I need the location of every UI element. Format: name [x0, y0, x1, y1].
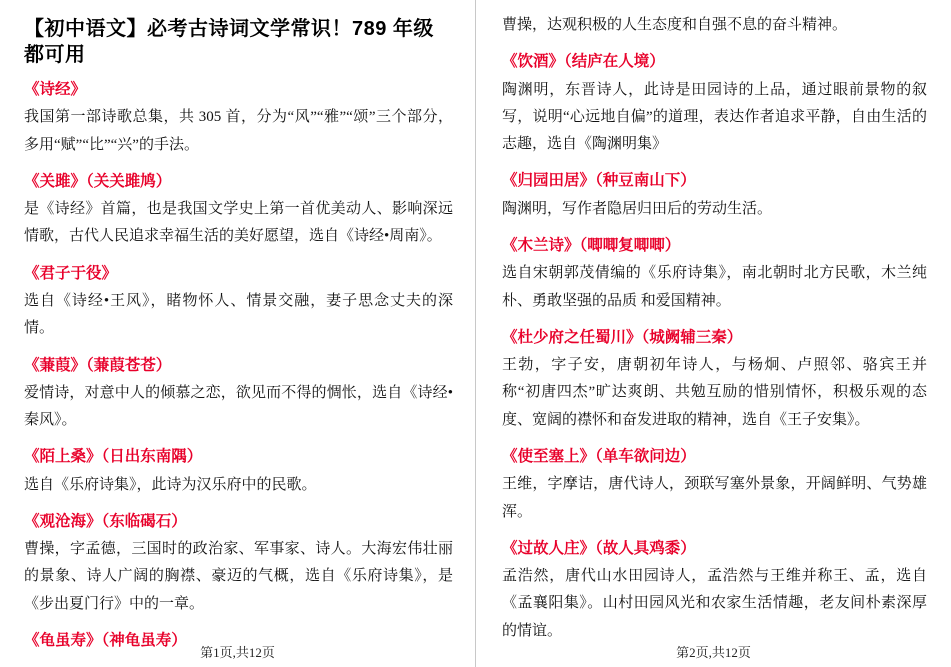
- entry-body: 选自宋朝郭茂倩编的《乐府诗集》，南北朝时北方民歌，木兰纯朴、勇敢坚强的品质 和爱国精神。: [502, 265, 927, 309]
- page-2-content: [502, 12, 927, 642]
- entry-body: 曹操，达观积极的人生态度和自强不息的奋斗精神。: [502, 17, 848, 33]
- entry: [502, 50, 927, 158]
- entry-heading: 《过故人庄》（故人具鸡黍）: [502, 539, 696, 557]
- entry: [24, 170, 453, 251]
- entry-body: 王勃，字子安，唐朝初年诗人，与杨炯、卢照邻、骆宾王并称“初唐四杰”旷达爽朗、共勉互励的惜别情怀，积极乐观的态度、宽阔的襟怀和奋发进取的精神，选自《王子安集》。: [502, 357, 927, 428]
- entry-heading: 《归园田居》（种豆南山下）: [502, 172, 696, 190]
- entry: [24, 510, 453, 618]
- document-page-2: [476, 0, 951, 667]
- entry: [502, 169, 927, 223]
- entry-heading: 《使至塞上》（单车欲问边）: [502, 447, 696, 465]
- entry-body: 陶渊明，东晋诗人，此诗是田园诗的上品，通过眼前景物的叙写，说明“心远地自偏”的道理，表达作者追求平静，自由生活的志趣，选自《陶渊明集》: [502, 81, 927, 153]
- entry-body: 是《诗经》首篇，也是我国文学史上第一首优美动人、影响深远情歌，古代人民追求幸福生活的美好愿望，选自《诗经•周南》。: [24, 201, 453, 245]
- entry-body: 爱情诗，对意中人的倾慕之恋，欲见而不得的惆怅，选自《诗经•秦风》。: [24, 384, 453, 429]
- entry-heading: 《杜少府之任蜀川》（城阙辅三秦）: [502, 328, 743, 346]
- entry: [24, 354, 453, 435]
- entry-heading: 《蒹葭》（蒹葭苍苍）: [24, 356, 172, 374]
- page-footer: 第2页,共12页: [676, 645, 751, 660]
- entry: [24, 262, 453, 343]
- entry-heading: 《君子于役》: [24, 264, 118, 282]
- entry-heading: 《龟虽寿》（神龟虽寿）: [24, 632, 187, 650]
- page-footer: 第1页,共12页: [200, 645, 275, 660]
- page-1-content: [24, 16, 453, 650]
- entry: [24, 78, 453, 159]
- entry: [502, 537, 927, 645]
- entry-body: 王维，字摩诘，唐代诗人，颈联写塞外景象，开阔鲜明、气势雄浑。: [502, 476, 927, 520]
- entry-body: 选自《乐府诗集》，此诗为汉乐府中的民歌。: [24, 476, 317, 493]
- entry-heading: 《陌上桑》（日出东南隅）: [24, 448, 203, 466]
- entry-heading: 《木兰诗》（唧唧复唧唧）: [502, 236, 681, 254]
- entry: [502, 234, 927, 315]
- entry-body: 陶渊明，写作者隐居归田后的劳动生活。: [502, 200, 773, 217]
- entry: [24, 445, 453, 499]
- entry-body: 曹操，字孟德，三国时的政治家、军事家、诗人。大海宏伟壮丽的景象、诗人广阔的胸襟、豪迈的气概，选自《乐府诗集》，是《步出夏门行》中的一章。: [24, 541, 453, 612]
- entry: [502, 326, 927, 434]
- entry-heading: 《观沧海》（东临碣石）: [24, 512, 187, 530]
- page-title: 【初中语文】必考古诗词文学常识！789 年级都可用: [24, 18, 434, 66]
- entry: [502, 445, 927, 526]
- entry-heading: 《饮酒》（结庐在人境）: [502, 53, 665, 71]
- entry-heading: 《关雎》（关关雎鸠）: [24, 172, 172, 190]
- entry-body: 孟浩然，唐代山水田园诗人，孟浩然与王维并称王、孟，选自《孟襄阳集》。山村田园风光和农家生活情趣，老友间朴素深厚的情谊。: [502, 568, 927, 639]
- entry: [502, 12, 927, 39]
- entry-heading: 《诗经》: [24, 81, 87, 98]
- entry-body: 我国第一部诗歌总集，共 305 首，分为“风”“雅”“颂”三个部分，多用“赋”“比”“兴”的手法。: [24, 109, 453, 153]
- entry-body: 选自《诗经•王风》，睹物怀人、情景交融，妻子思念丈夫的深情。: [24, 292, 453, 337]
